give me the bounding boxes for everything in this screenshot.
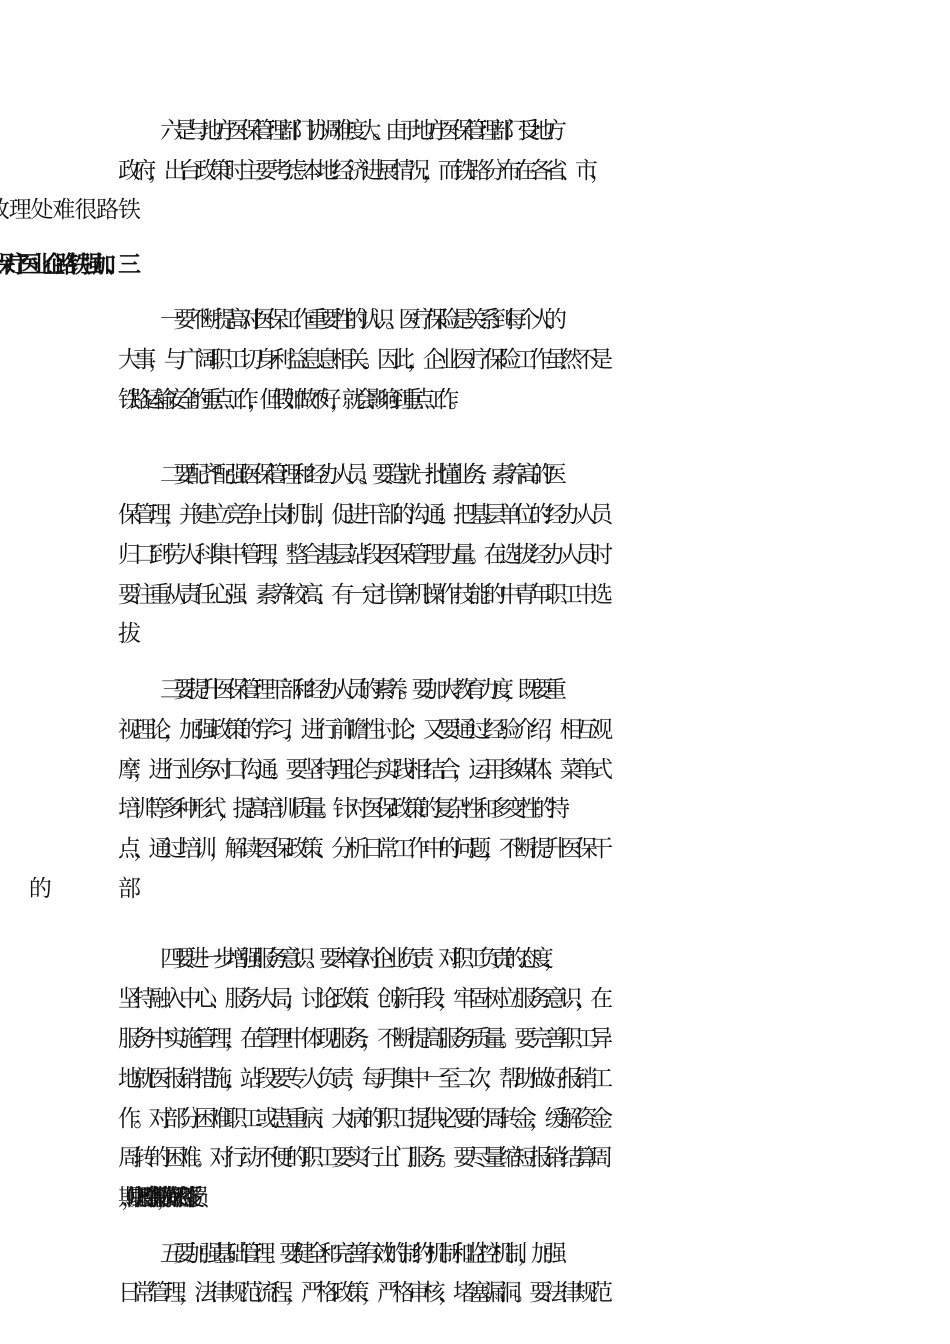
paragraph-6-local-coordination-line-1: 六是与地方医保管理部门协调难度大。由于地方医保管理部门受地方 — [160, 118, 558, 144]
paragraph-measure-2-line-2: 保管理，并建立竞争上岗机制，促进干部的沟通。把基层单位的经办人员 — [118, 502, 606, 528]
paragraph-measure-2-line-5 — [118, 618, 950, 650]
paragraph-measure-3-line-4: 培训等多种形式，提高培训质量。针对医保政策的复杂性和多变性的特 — [118, 796, 562, 822]
paragraph-measure-1-line-1: 一要不断提高对医保工作重要性的认识。医疗保险是关系到每个人的 — [160, 307, 558, 333]
paragraph-measure-3-line-5: 点，通过培训，解读医保政策、分析日常工作中的问题，不断提升医保干 — [118, 836, 606, 862]
paragraph-measure-4-line-4: 地就医报销措施，站段要专人负责，每月集中一至二次，帮助做好报销工 — [118, 1066, 606, 1092]
paragraph-measure-5-line-2: 日常管理，法律规范流程，严格政策，严格审核，堵塞漏洞。要法律规范 — [118, 1280, 606, 1306]
paragraph-6-local-coordination-line-2: 政府，出台政策时主要考虑本地经济进展情况，而铁路分布在各省、市， — [118, 158, 606, 184]
paragraph-measure-4-line-7: 期，使职工及时拿到报销款，确保职工利益不受损。 — [118, 1185, 193, 1211]
paragraph-measure-3-line-2: 视理论，加强政策的学习，进行前瞻性讨论；又要通过经验介绍，相互观 — [118, 717, 606, 743]
paragraph-measure-3-line-3: 摩，进行业务对口沟通。要坚持理论与实践相结合，运用多媒体、菜单式 — [118, 757, 606, 783]
paragraph-measure-4-line-3: 服务中实施管理，在管理中体现服务，不断提高服务质量。要完善职工异 — [118, 1026, 606, 1052]
paragraph-measure-4-line-6: 周转的困难。对行动不便的职工要实行上门服务。要尽量缩短报销结算周 — [118, 1145, 606, 1171]
paragraph-measure-1-line-3: 铁路运输安全的重点工作，但假如做不好，就会影响到重点工作。 — [118, 387, 460, 413]
paragraph-measure-2-line-4: 要注重从责任心强、素养较高、有一定计算机操作技能的中青年职工中选 — [118, 582, 606, 608]
paragraph-measure-4-line-5: 作。对部分困难职工或患重病、大病的职工提供必要的周转金，缓解资金 — [118, 1106, 606, 1132]
paragraph-measure-2-line-3: 归口到劳人科集中管理，整合基层站段医保管理力量。在选拔经办人员时 — [118, 542, 606, 568]
paragraph-measure-1-line-2: 大事，与广阔职工切身利益息息相关。因此，企业医疗保险工作虽然不是 — [118, 347, 606, 373]
paragraph-measure-2-line-1: 二要配齐配强医保管理和经办人员。要造就一批懂业务、素养高的医 — [160, 462, 558, 488]
section-heading-3-line-1 — [118, 249, 950, 281]
paragraph-measure-4-line-2: 坚持融入中心、服务大局，讨论政策、创新手段，牢固树立服务意识，在 — [118, 986, 606, 1012]
paragraph-6-local-coordination-line-3 — [118, 194, 950, 226]
paragraph-measure-4-line-1: 四要进一步增强服务意识。要本着对企业负责、对职工负责的态度， — [160, 946, 558, 972]
paragraph-measure-5-line-1: 五要加强基础管理。要健全和完善有效的制约机制和监控机制，加强 — [160, 1241, 558, 1267]
paragraph-measure-3-line-6 — [118, 873, 950, 905]
paragraph-measure-3-line-1: 三要提升医保管理干部和经办人员的素养。要加大教育力度，既要重 — [160, 677, 558, 703]
